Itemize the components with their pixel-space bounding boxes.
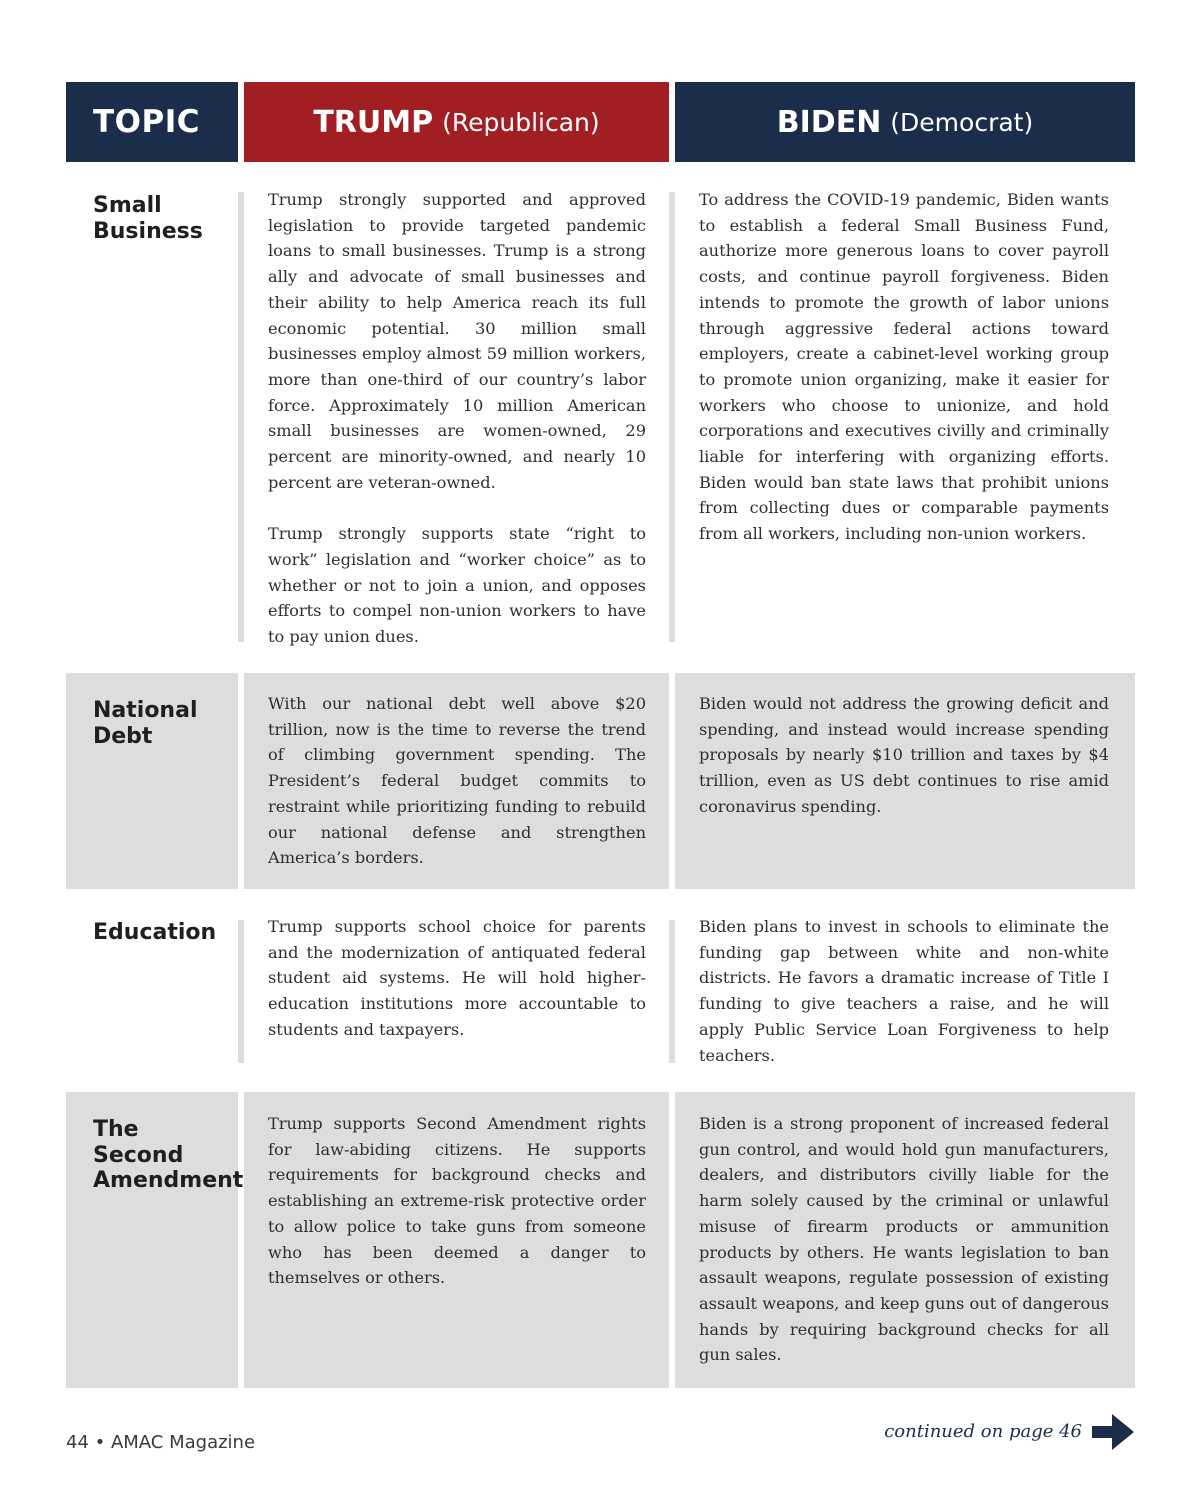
trump-small-business-p2: Trump strongly supports state “right to work” legislation and “worker choice” as to whether or not to join a union, and opposes efforts to compel non-union workers to have to pay union dues. xyxy=(268,524,646,646)
header-topic xyxy=(66,82,238,162)
row-divider xyxy=(238,920,244,1063)
trump-second-amendment: Trump supports Second Amendment rights for law-abiding citizens. He supports requirements for background checks and establishing an extreme-risk protective order to allow police to take guns from someone who has been deemed a danger to themselves or others. xyxy=(268,1114,646,1288)
topic-national-debt: National Debt xyxy=(93,698,198,749)
row-divider xyxy=(669,192,675,642)
biden-education: Biden plans to invest in schools to eliminate the funding gap between white and non-white districts. He favors a dramatic increase of Title I funding to give teachers a raise, and he will apply Public Service Loan Forgiveness to help teachers. xyxy=(699,917,1109,1065)
trump-national-debt: With our national debt well above $20 trillion, now is the time to reverse the trend of climbing government spending. The President’s federal budget commits to restraint while prioritizing funding to rebuild our national defense and strengthen America’s borders. xyxy=(268,694,646,868)
page-footer-label: 44 • AMAC Magazine xyxy=(66,1432,256,1453)
header-topic-label: TOPIC xyxy=(93,104,201,140)
trump-education: Trump supports school choice for parents and the modernization of antiquated federal student aid systems. He will hold higher-education institutions more accountable to students and taxpayers. xyxy=(268,917,646,1039)
trump-small-business xyxy=(268,187,646,650)
header-trump-name: TRUMP xyxy=(313,104,434,140)
header-biden-name: BIDEN xyxy=(776,104,882,140)
right-arrow-icon[interactable] xyxy=(1092,1412,1134,1452)
biden-national-debt: Biden would not address the growing deficit and spending, and instead would increase spending proposals by nearly $10 trillion and taxes by $4 trillion, even as US debt continues to rise amid coronavirus spending. xyxy=(699,694,1109,816)
header-trump-party: (Republican) xyxy=(442,107,600,137)
header-trump xyxy=(244,82,669,162)
trump-small-business-p1: Trump strongly supported and approved legislation to provide targeted pandemic loans to small businesses. Trump is a strong ally and advocate of small businesses and their ability to help America reach its full economic potential. 30 million small businesses employ almost 59 million workers, more than one-third of our country’s labor force. Approximately 10 million American small businesses are women-owned, 29 percent are minority-owned, and nearly 10 percent are veteran-owned. xyxy=(268,190,646,492)
row-divider xyxy=(669,920,675,1063)
topic-second-amendment: The Second Amendment xyxy=(93,1117,244,1193)
topic-education: Education xyxy=(93,920,217,945)
topic-small-business: Small Business xyxy=(93,193,203,244)
header-biden-party: (Democrat) xyxy=(890,107,1034,137)
continued-link[interactable]: continued on page 46 xyxy=(884,1421,1082,1442)
biden-small-business: To address the COVID-19 pandemic, Biden wants to establish a federal Small Business Fund, authorize more generous loans to cover payroll costs, and continue payroll forgiveness. Biden intends to promote the growth of labor unions through aggressive federal actions toward employers, create a cabinet-level working group to promote union organizing, make it easier for workers who choose to unionize, and hold corporations and executives civilly and criminally liable for interfering with organizing efforts. Biden would ban state laws that prohibit unions from collecting dues or comparable payments from all workers, including non-union workers. xyxy=(699,190,1109,544)
header-biden xyxy=(675,82,1135,162)
biden-second-amendment: Biden is a strong proponent of increased federal gun control, and would hold gun manufacturers, dealers, and distributors civilly liable for the harm solely caused by the criminal or unlawful misuse of firearm products or ammunition products by others. He wants legislation to ban assault weapons, regulate possession of existing assault weapons, and keep guns out of dangerous hands by requiring background checks for all gun sales. xyxy=(699,1114,1109,1365)
row-divider xyxy=(238,192,244,642)
